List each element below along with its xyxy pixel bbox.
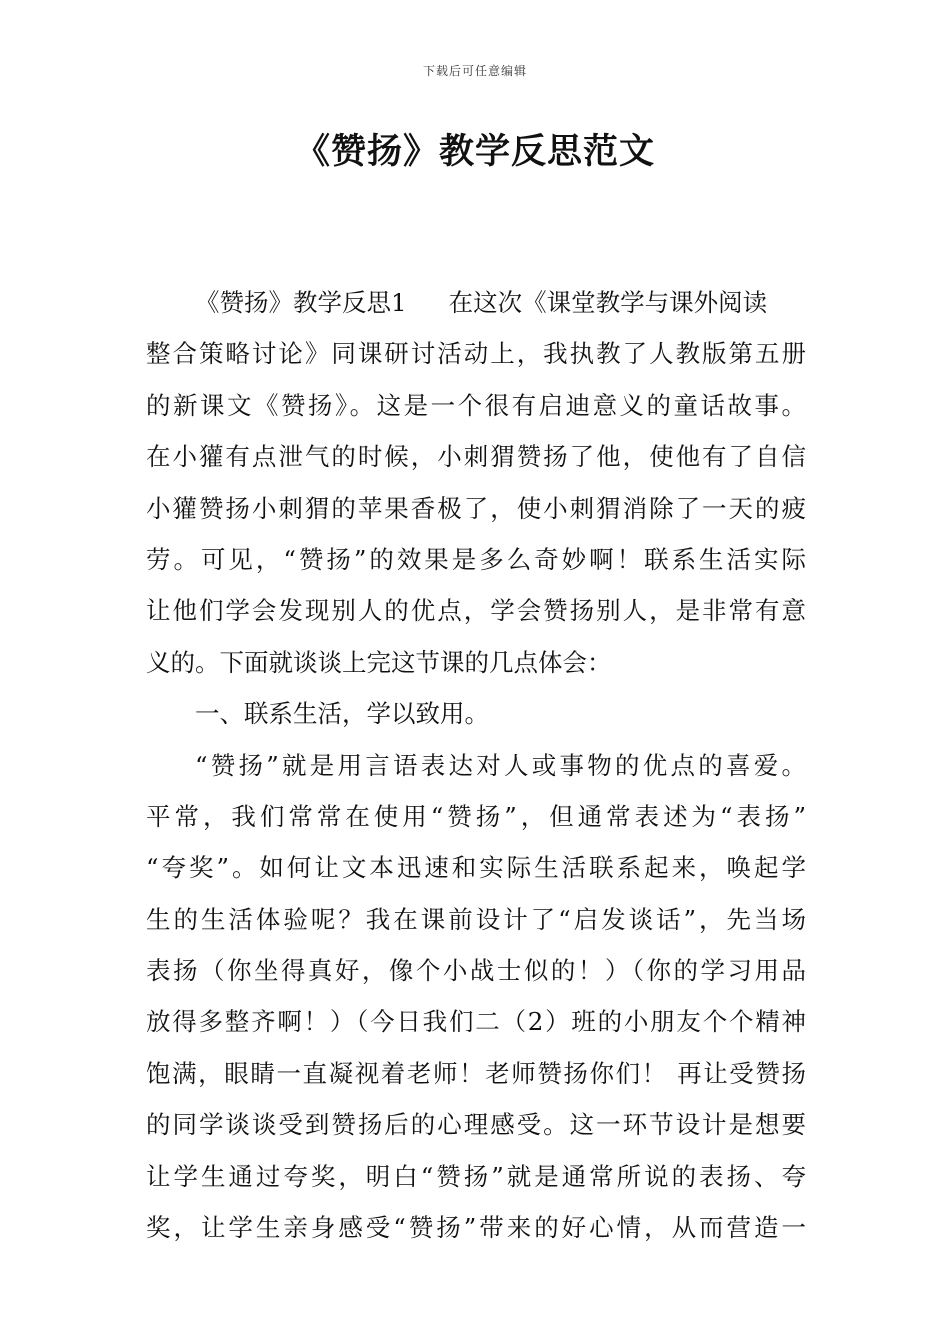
header-note: 下载后可任意编辑 <box>422 64 527 78</box>
paragraph-1-line-2: 整合策略讨论》同课研讨活动上，我执教了人教版第五册 <box>146 339 806 369</box>
paragraph-3-line-7: 饱满，眼睛一直凝视着老师！老师赞扬你们！ 再让受赞扬 <box>146 1058 806 1088</box>
paragraph-3-line-1: “赞扬”就是用言语表达对人或事物的优点的喜爱。 <box>195 750 806 780</box>
paragraph-3-line-2: 平常，我们常常在使用“赞扬”，但通常表述为“表扬” <box>146 801 806 831</box>
paragraph-3-line-10: 奖，让学生亲身感受“赞扬”带来的好心情，从而营造一 <box>146 1213 806 1243</box>
paragraph-1-line-5: 小獾赞扬小刺猬的苹果香极了，使小刺猬消除了一天的疲 <box>146 493 806 523</box>
section-heading-1: 一、联系生活，学以致用。 <box>195 699 489 729</box>
paragraph-3-line-3: “夸奖”。如何让文本迅速和实际生活联系起来，唤起学 <box>146 853 806 883</box>
paragraph-3-line-6: 放得多整齐啊！）（今日我们二（2）班的小朋友个个精神 <box>146 1007 806 1037</box>
paragraph-text: 在这次《课堂教学与课外阅读 <box>448 288 768 317</box>
paragraph-1-line-3: 的新课文《赞扬》。这是一个很有启迪意义的童话故事。 <box>146 390 806 420</box>
paragraph-3-line-4: 生的生活体验呢？我在课前设计了“启发谈话”，先当场 <box>146 904 806 934</box>
document-title: 《赞扬》教学反思范文 <box>294 132 655 172</box>
paragraph-1-line-8: 义的。下面就谈谈上完这节课的几点体会： <box>146 647 612 677</box>
section-heading: 《赞扬》教学反思1 <box>195 288 407 317</box>
document-body <box>146 277 806 1253</box>
paragraph-1-line-7: 让他们学会发现别人的优点，学会赞扬别人，是非常有意 <box>146 596 806 626</box>
paragraph-3-line-9: 让学生通过夸奖，明白“赞扬”就是通常所说的表扬、夸 <box>146 1161 806 1191</box>
paragraph-1-line-4: 在小獾有点泄气的时候，小刺猬赞扬了他，使他有了自信 <box>146 442 806 472</box>
paragraph-1-line-6: 劳。可见，“赞扬”的效果是多么奇妙啊！联系生活实际 <box>146 544 806 574</box>
paragraph-3-line-5: 表扬（你坐得真好，像个小战士似的！）（你的学习用品 <box>146 956 806 986</box>
paragraph-1-line-1 <box>146 277 806 328</box>
paragraph-3-line-8: 的同学谈谈受到赞扬后的心理感受。这一环节设计是想要 <box>146 1110 806 1140</box>
